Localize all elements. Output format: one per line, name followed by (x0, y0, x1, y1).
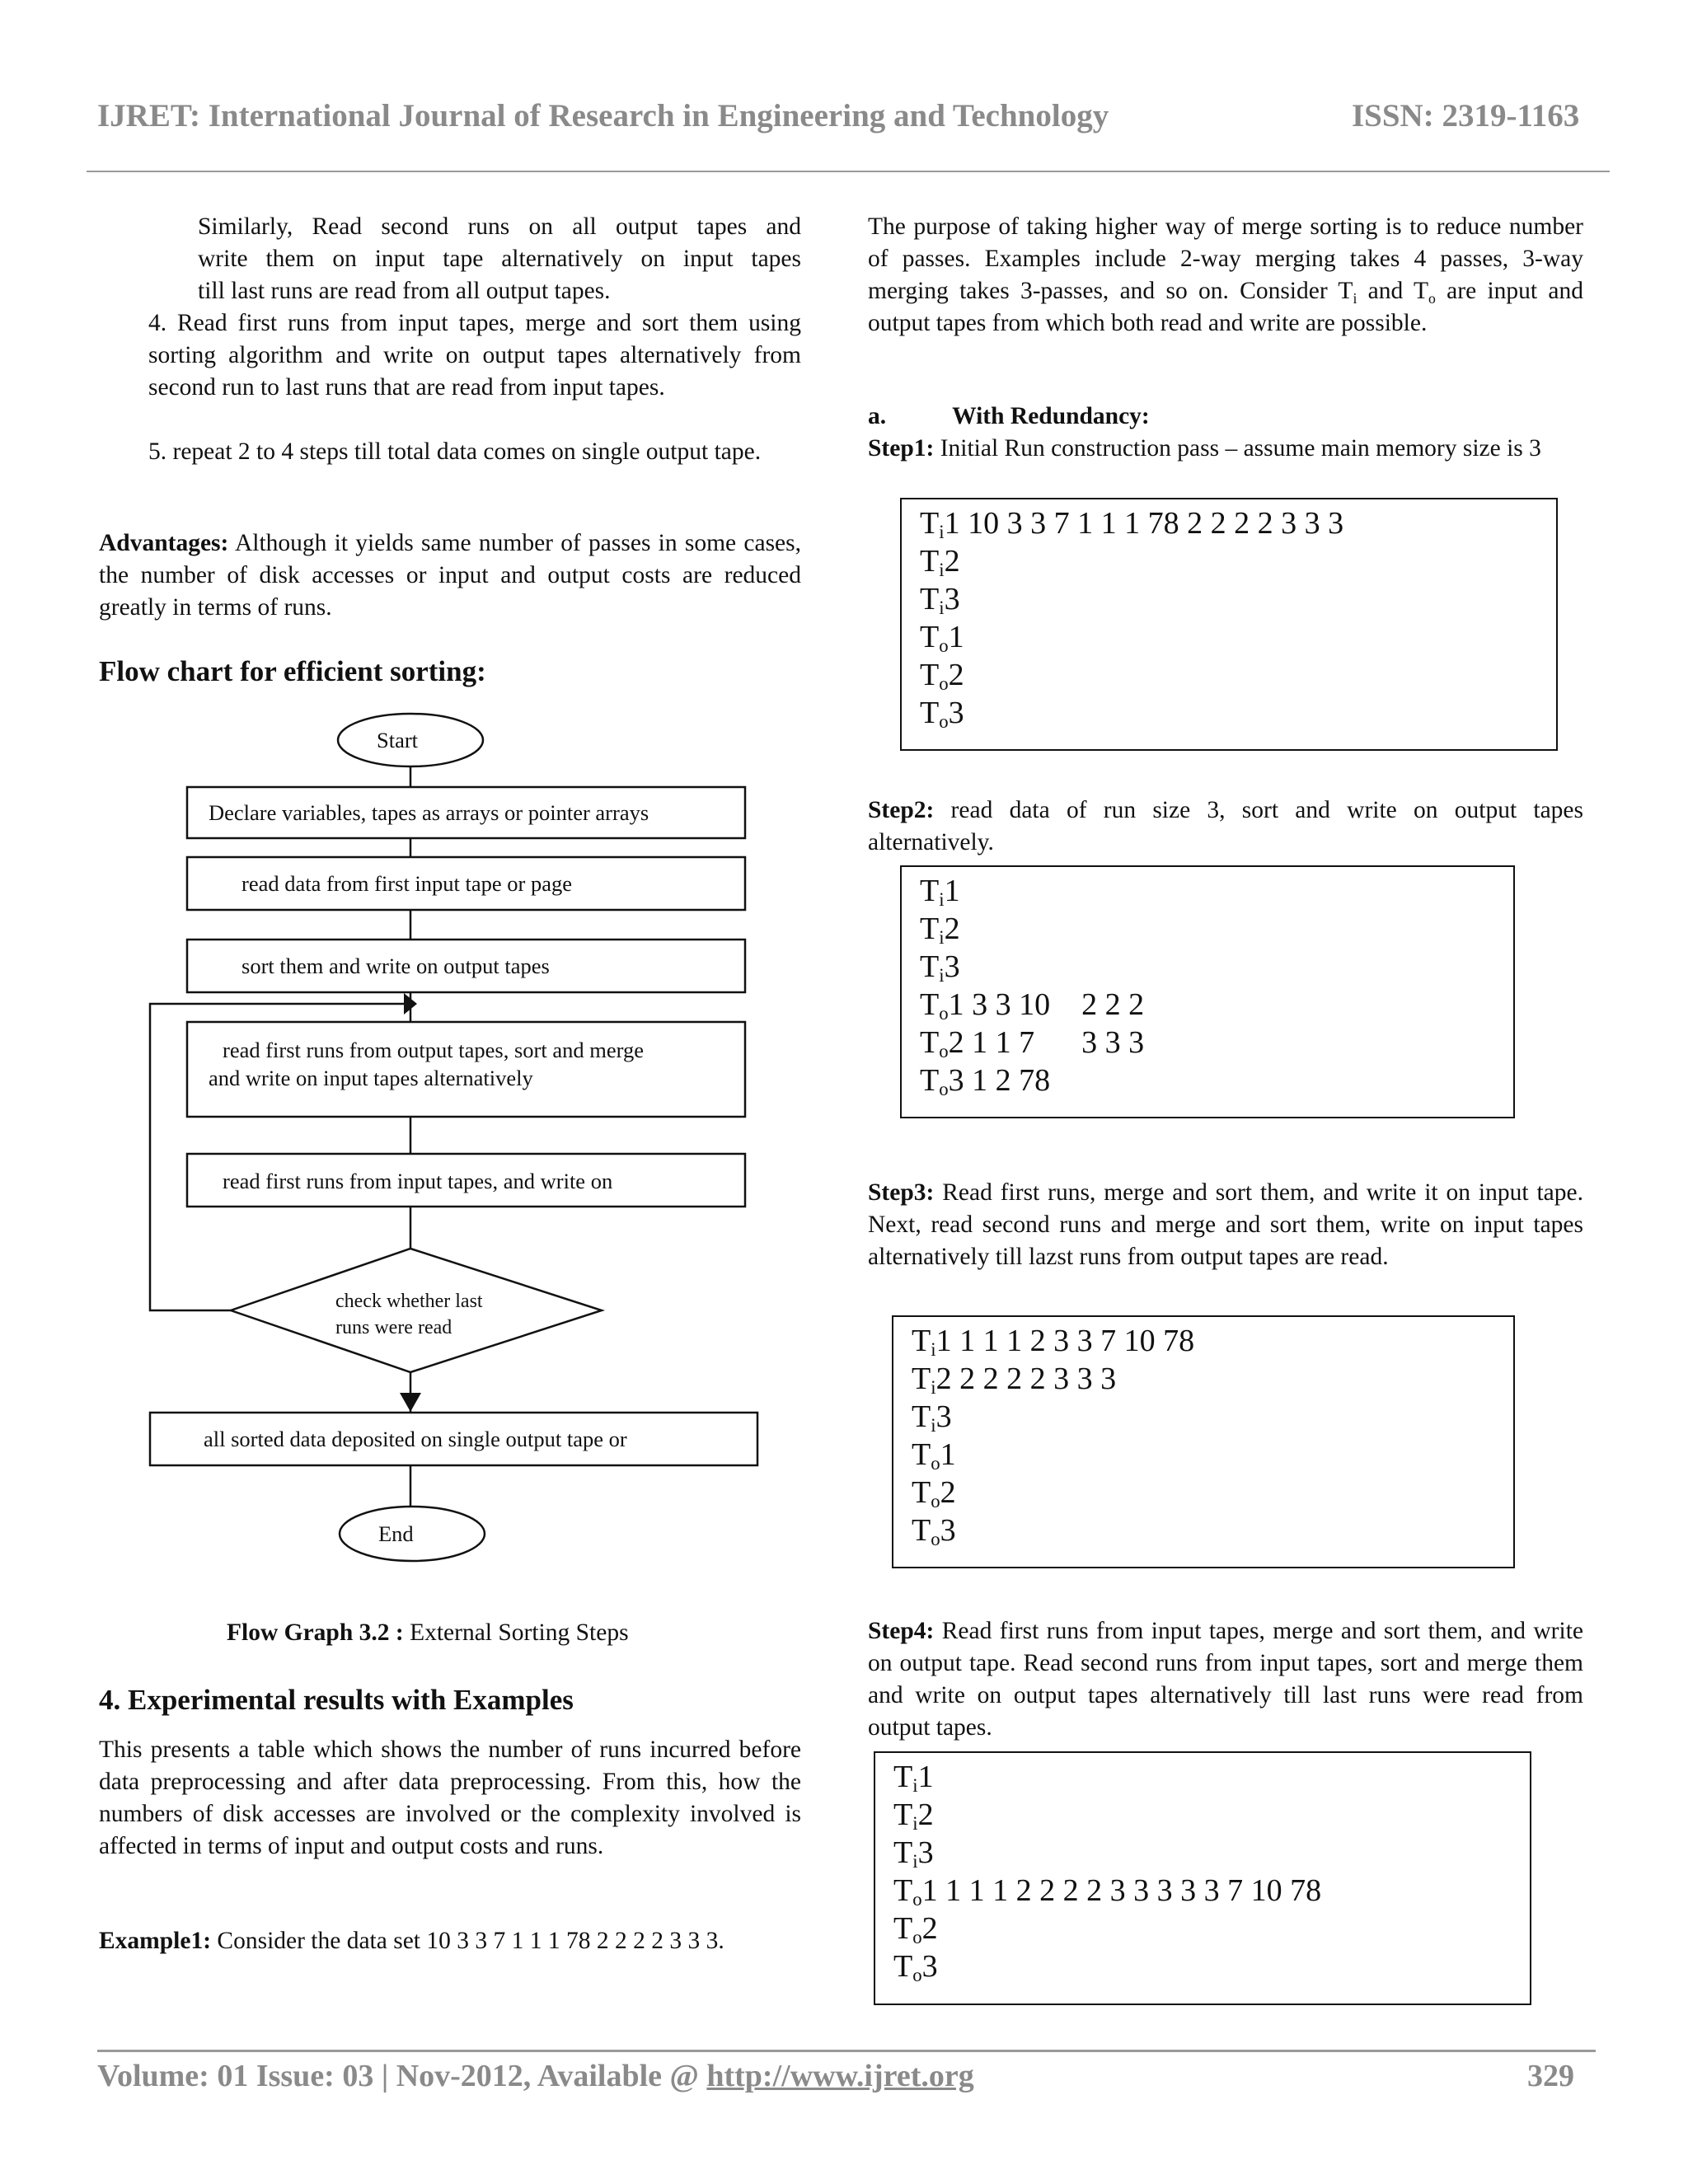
tape-line (893, 1872, 1530, 1910)
step4-label: Step4: (868, 1618, 935, 1644)
tape-content: 2 (948, 658, 964, 692)
step3-paragraph (868, 1177, 1583, 1273)
caption-label: Flow Graph 3.2 : (227, 1619, 404, 1646)
step5-paragraph: 5. repeat 2 to 4 steps till total data comes on single output tape. (148, 438, 762, 465)
tape-letter: T (920, 696, 940, 730)
tape-subscript: o (939, 711, 949, 732)
tape-line (893, 1796, 1530, 1834)
tape-content: 2 (921, 1911, 938, 1946)
tape-line (912, 1398, 1513, 1436)
tape-line (912, 1436, 1513, 1474)
tape-content: 2 2 2 2 2 3 3 3 (935, 1361, 1117, 1396)
tape-content: 2 1 1 7 3 3 3 (948, 1025, 1145, 1060)
example-paragraph (99, 1925, 801, 1957)
tape-content: 3 (944, 949, 960, 984)
tape-letter: T (920, 912, 940, 946)
tape-letter: T (920, 506, 940, 541)
step3-text: Read first runs, merge and sort them, and write it on input tape. Next, read second runs and merge and sort them, write on input tapes alternatively till lazst runs from output tapes are read. (868, 1179, 1583, 1270)
flow-merge-label-1: read first runs from output tapes, sort and merge (223, 1038, 644, 1062)
tape-line (912, 1322, 1513, 1360)
intro-paragraph (868, 211, 1583, 340)
tape-letter: T (912, 1475, 931, 1510)
tape-content: 1 1 1 1 2 3 3 7 10 78 (935, 1324, 1195, 1358)
tape-subscript: i (939, 598, 945, 618)
tape-line (920, 986, 1513, 1024)
tape-letter: T (920, 1025, 940, 1060)
tape-line (920, 910, 1513, 948)
tape-content: 3 (935, 1399, 952, 1434)
section-paragraph: This presents a table which shows the number of runs incurred before data preprocessing and after data preprocessing. From this, how the numbers of disk accesses are involved or the complexity involved is affected in terms of input and output costs and runs. (99, 1736, 801, 1859)
tape-line (920, 656, 1556, 694)
tape-subscript: o (939, 1003, 949, 1024)
tape-line (912, 1511, 1513, 1549)
intro-text-end: are input and output tapes from which both read and write are possible. (868, 278, 1584, 336)
tape-letter: T (920, 620, 940, 654)
tape-subscript: i (939, 965, 945, 986)
tape-content: 1 (944, 874, 960, 908)
tape-subscript: i (912, 1851, 918, 1872)
tape-subscript: i (939, 889, 945, 910)
example-label: Example1: (99, 1928, 212, 1954)
intro-text-mid: and T (1357, 278, 1429, 304)
flow-declare-label: Declare variables, tapes as arrays or pointer arrays (209, 800, 649, 825)
tape-box-step4 (874, 1751, 1531, 2005)
tape-line (920, 1062, 1513, 1099)
advantages-label: Advantages: (99, 530, 229, 556)
flow-read-first-label: read first runs from input tapes, and write on (223, 1169, 613, 1193)
flow-sort-write-label: sort them and write on output tapes (241, 954, 550, 978)
tape-line (920, 504, 1556, 542)
tape-letter: T (893, 1760, 913, 1794)
tape-content: 1 (917, 1760, 934, 1794)
tape-content: 1 1 1 1 2 2 2 2 3 3 3 3 3 7 10 78 (921, 1873, 1322, 1908)
example-text: Consider the data set 10 3 3 7 1 1 1 78 2 2 2 2 3 3 3. (211, 1928, 724, 1954)
flow-end-label: End (378, 1521, 414, 1546)
tape-content: 3 (917, 1835, 934, 1870)
tape-content: 3 (948, 696, 964, 730)
tape-subscript: o (939, 1079, 949, 1099)
step3-label: Step3: (868, 1179, 935, 1206)
tape-content: 1 (948, 620, 964, 654)
tape-line (912, 1474, 1513, 1511)
tape-line (920, 580, 1556, 618)
text-line: Similarly, Read second runs on all output tapes and (198, 213, 801, 240)
step4-paragraph: 4. Read first runs from input tapes, merge and sort them using sorting algorithm and write on output tapes alternatively from second run to last runs that are read from input tapes. (148, 310, 801, 401)
tape-content: 3 (940, 1513, 956, 1548)
flow-start-label: Start (377, 728, 419, 752)
tape-line (893, 1834, 1530, 1872)
tape-content: 2 (944, 912, 960, 946)
tape-subscript: o (912, 1889, 922, 1910)
subsection-title: With Redundancy: (952, 403, 1150, 429)
tape-letter: T (920, 582, 940, 616)
tape-letter: T (893, 1949, 913, 1984)
header-divider (87, 171, 1610, 172)
tape-subscript: o (939, 673, 949, 694)
tape-letter: T (920, 1063, 940, 1098)
tape-content: 2 (944, 544, 960, 579)
tape-subscript: i (939, 927, 945, 948)
tape-letter: T (920, 987, 940, 1022)
flow-check-label-2: runs were read (335, 1317, 452, 1338)
tape-line (920, 618, 1556, 656)
tape-letter: T (912, 1324, 931, 1358)
tape-content: 2 (917, 1797, 934, 1832)
advantages-paragraph (99, 527, 801, 624)
tape-line (920, 872, 1513, 910)
step1-text: Initial Run construction pass – assume main memory size is 3 (934, 435, 1541, 462)
tape-subscript: i (912, 1775, 918, 1796)
flow-read-input-label: read data from first input tape or page (241, 871, 573, 896)
step1-paragraph (868, 433, 1583, 465)
tape-line (920, 948, 1513, 986)
subsection-heading (868, 401, 1150, 433)
tape-letter: T (912, 1513, 931, 1548)
tape-letter: T (893, 1873, 913, 1908)
tape-line (920, 694, 1556, 732)
flow-deposit-label: all sorted data deposited on single output tape or (204, 1427, 627, 1451)
tape-letter: T (893, 1797, 913, 1832)
tape-subscript: o (931, 1529, 940, 1549)
tape-line (893, 1947, 1530, 1985)
tape-subscript: i (912, 1813, 918, 1834)
step4-text: Read first runs from input tapes, merge and sort them, and write on output tape. Read second runs from input tapes, sort and merge them and write on output tapes alternatively till last runs were read from output tapes. (868, 1618, 1583, 1741)
text-line: write them on input tape alternatively on input tapes (198, 246, 801, 272)
arrow-head (400, 1393, 421, 1412)
tape-subscript: i (939, 522, 945, 542)
issn: ISSN: 2319-1163 (1352, 98, 1580, 134)
step1-label: Step1: (868, 435, 935, 462)
tape-letter: T (893, 1835, 913, 1870)
tape-line (912, 1360, 1513, 1398)
intro-text: The purpose of taking higher way of merge sorting is to reduce number of passes. Examples include 2-way merging takes 4 passes, 3-way merging takes 3-passes, and so on. Consider T (868, 213, 1583, 304)
tape-letter: T (920, 658, 940, 692)
step2-paragraph (868, 794, 1583, 859)
section-heading: 4. Experimental results with Examples (99, 1684, 574, 1716)
tape-content: 2 (940, 1475, 956, 1510)
footer-url-link[interactable]: http://www.ijret.org (706, 2059, 974, 2093)
tape-letter: T (912, 1399, 931, 1434)
tape-subscript: i (931, 1415, 936, 1436)
caption-text: External Sorting Steps (403, 1619, 629, 1646)
flow-check-label-1: check whether last (335, 1291, 483, 1312)
arrow-head (404, 993, 417, 1015)
tape-content: 1 (940, 1437, 956, 1472)
tape-subscript: o (939, 1041, 949, 1062)
subscript: i (1353, 290, 1357, 307)
tape-subscript: o (931, 1453, 940, 1474)
tape-letter: T (920, 949, 940, 984)
text-line: till last runs are read from all output tapes. (198, 278, 611, 304)
advantages-text: Although it yields same number of passes in some cases, the number of disk accesses or input and output costs are reduced greatly in terms of runs. (99, 530, 801, 621)
tape-subscript: o (912, 1965, 922, 1985)
step3-continuation (198, 211, 801, 307)
figure-caption (227, 1617, 629, 1649)
tape-letter: T (912, 1437, 931, 1472)
flow-merge-label-2: and write on input tapes alternatively (209, 1066, 533, 1090)
step2-label: Step2: (868, 797, 935, 823)
tape-content: 3 (944, 582, 960, 616)
subscript: o (1428, 290, 1436, 307)
tape-content: 3 1 2 78 (948, 1063, 1051, 1098)
tape-letter: T (912, 1361, 931, 1396)
tape-content: 1 10 3 3 7 1 1 1 78 2 2 2 2 3 3 3 (944, 506, 1344, 541)
tape-box-step3 (892, 1315, 1515, 1568)
step2-text: read data of run size 3, sort and write on output tapes alternatively. (868, 797, 1583, 855)
tape-subscript: i (931, 1377, 936, 1398)
tape-subscript: o (912, 1927, 922, 1947)
tape-line (893, 1910, 1530, 1947)
flowchart-heading: Flow chart for efficient sorting: (99, 655, 486, 687)
tape-box-step2 (900, 865, 1515, 1118)
tape-letter: T (893, 1911, 913, 1946)
tape-line (920, 1024, 1513, 1062)
tape-subscript: o (939, 635, 949, 656)
tape-box-step1 (900, 498, 1558, 751)
journal-title: IJRET: International Journal of Research in Engineering and Technology (97, 98, 1109, 134)
footer-volume (97, 2058, 974, 2094)
tape-subscript: o (931, 1491, 940, 1511)
tape-content: 3 (921, 1949, 938, 1984)
step4-right-paragraph (868, 1615, 1583, 1744)
tape-letter: T (920, 544, 940, 579)
tape-subscript: i (939, 560, 945, 580)
tape-letter: T (920, 874, 940, 908)
tape-content: 1 3 3 10 2 2 2 (948, 987, 1145, 1022)
subsection-letter: a. (868, 403, 887, 429)
page-number: 329 (1527, 2059, 1574, 2093)
tape-line (893, 1758, 1530, 1796)
footer-divider (97, 2050, 1596, 2052)
footer-volume-text: Volume: 01 Issue: 03 | Nov-2012, Available @ (97, 2059, 707, 2093)
tape-subscript: i (931, 1339, 936, 1360)
tape-line (920, 542, 1556, 580)
